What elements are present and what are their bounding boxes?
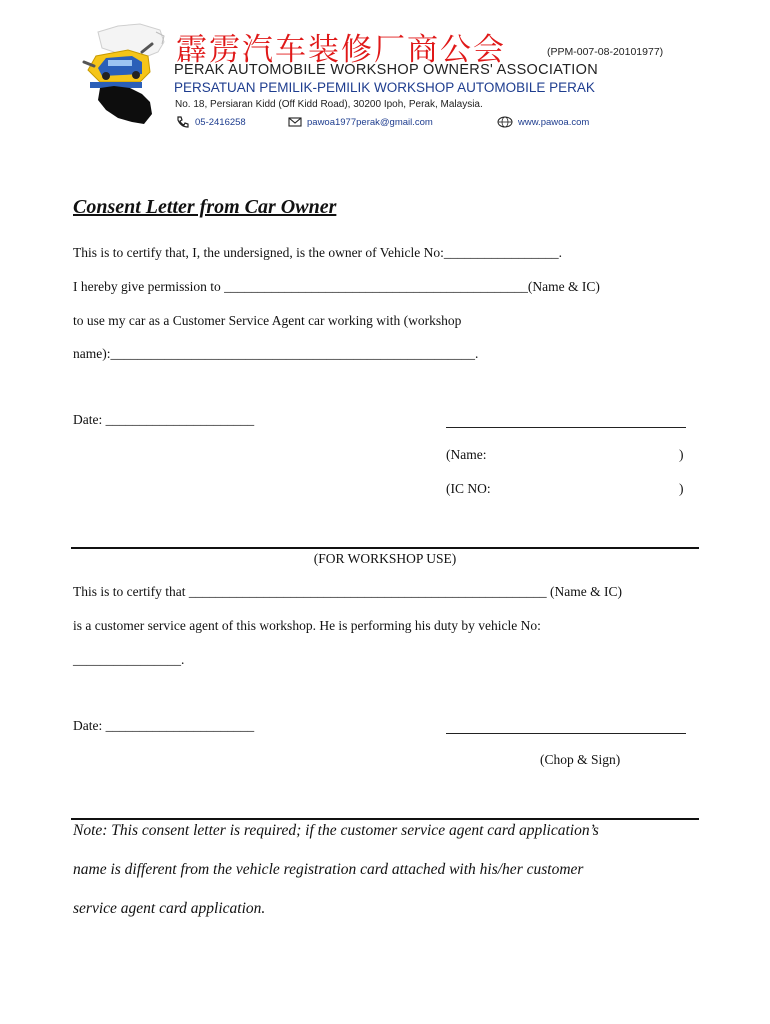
note-line-1: Note: This consent letter is required; if the customer service agent card application’s — [73, 822, 599, 839]
note-line-3: service agent card application. — [73, 900, 266, 917]
owner-ic-close-paren: ) — [679, 481, 684, 496]
document-title: Consent Letter from Car Owner — [73, 196, 337, 218]
owner-date-field: Date: ______________________ — [73, 412, 255, 427]
workshop-certify-statement: This is to certify that _____________________________________________________ (Name & IC) — [73, 584, 622, 599]
phone-contact — [176, 116, 246, 128]
envelope-icon — [288, 116, 302, 128]
owner-name-label: (Name: — [446, 447, 487, 462]
chop-sign-label: (Chop & Sign) — [540, 752, 621, 767]
website-url: www.pawoa.com — [518, 116, 590, 128]
owner-ic-label: (IC NO: — [446, 481, 491, 496]
association-address: No. 18, Persiaran Kidd (Off Kidd Road), 30200 Ipoh, Perak, Malaysia. — [175, 99, 483, 110]
note-line-2: name is different from the vehicle registration card attached with his/her customer — [73, 861, 584, 878]
workshop-date-field: Date: ______________________ — [73, 718, 255, 733]
workshop-signature-line — [446, 733, 686, 734]
workshop-use-heading: (FOR WORKSHOP USE) — [313, 551, 457, 566]
section-divider — [71, 547, 699, 549]
workshop-name-line: name):______________________________________________________. — [73, 346, 479, 361]
association-logo — [78, 22, 178, 128]
association-malay-name: PERSATUAN PEMILIK-PEMILIK WORKSHOP AUTOMOBILE PERAK — [174, 80, 595, 95]
registration-number: (PPM-007-08-20101977) — [547, 46, 664, 58]
usage-statement: to use my car as a Customer Service Agent car working with (workshop — [73, 313, 462, 328]
association-english-name: PERAK AUTOMOBILE WORKSHOP OWNERS' ASSOCIATION — [174, 62, 598, 78]
globe-icon — [497, 116, 513, 128]
agent-duty-statement: is a customer service agent of this workshop. He is performing his duty by vehicle No: — [73, 618, 541, 633]
vehicle-owner-statement: This is to certify that, I, the undersigned, is the owner of Vehicle No:_________________. — [73, 245, 563, 260]
phone-icon — [176, 116, 190, 128]
owner-name-close-paren: ) — [679, 447, 684, 462]
website-contact — [497, 116, 589, 128]
permission-statement: I hereby give permission to _____________________________________________(Name & IC) — [73, 279, 600, 294]
note-divider — [71, 818, 699, 820]
phone-number: 05-2416258 — [195, 116, 246, 128]
owner-signature-line — [446, 427, 686, 428]
association-chinese-name: 霹雳汽车装修厂商公会 — [176, 32, 506, 68]
agent-vehicle-no-line: ________________. — [73, 652, 185, 667]
email-contact — [288, 116, 433, 128]
email-address: pawoa1977perak@gmail.com — [307, 116, 433, 128]
